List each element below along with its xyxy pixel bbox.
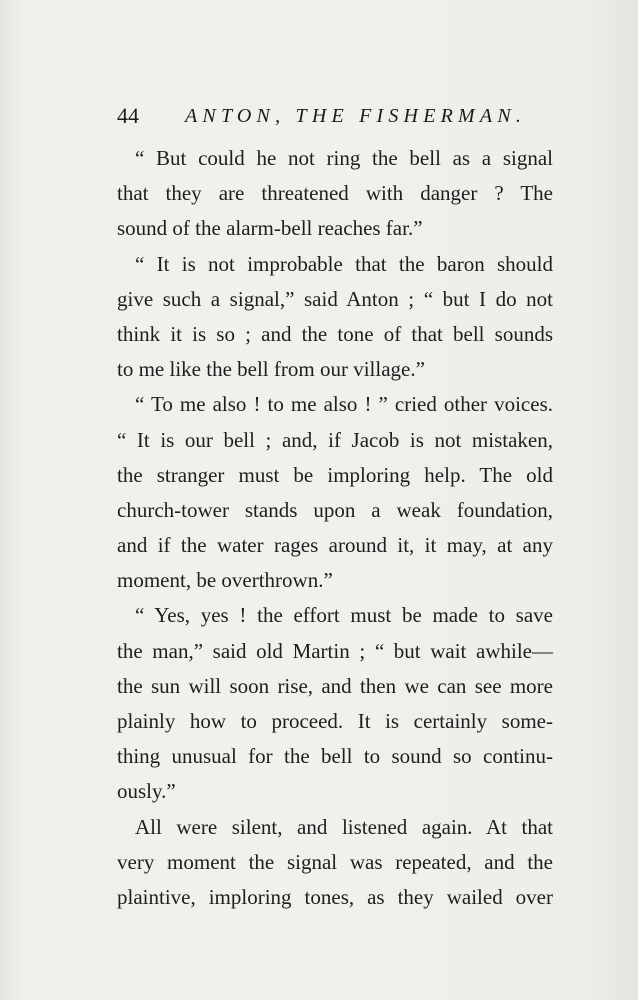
text-line: give such a signal,” said Anton ; “ but I do not [117, 286, 553, 311]
body-text [117, 141, 553, 915]
text-line: think it is so ; and the tone of that bell sounds [117, 321, 553, 346]
text-line: the stranger must be imploring help. The old [117, 462, 553, 487]
running-title: ANTON, THE FISHERMAN. [185, 105, 527, 127]
text-line: very moment the signal was repeated, and the [117, 849, 553, 874]
text-line: ously.” [117, 779, 176, 804]
text-line: the sun will soon rise, and then we can see more [117, 673, 553, 698]
text-line: church-tower stands upon a weak foundation, [117, 497, 553, 522]
text-line: “ To me also ! to me also ! ” cried other voices. [135, 392, 553, 417]
text-line: the man,” said old Martin ; “ but wait awhile— [117, 638, 553, 663]
text-line: “ It is not improbable that the baron should [135, 251, 553, 276]
text-line: moment, be overthrown.” [117, 568, 333, 593]
text-line: plainly how to proceed. It is certainly some- [117, 709, 553, 733]
text-line: “ Yes, yes ! the effort must be made to save [135, 603, 553, 628]
text-line: “ It is our bell ; and, if Jacob is not mistaken, [117, 427, 553, 452]
text-line: sound of the alarm-bell reaches far.” [117, 216, 423, 241]
text-line: that they are threatened with danger ? The [117, 181, 553, 206]
text-line: to me like the bell from our village.” [117, 357, 425, 382]
text-line: and if the water rages around it, it may, at any [117, 533, 553, 558]
text-line: “ But could he not ring the bell as a signal [135, 146, 553, 170]
page-number: 44 [117, 103, 139, 128]
page-header [117, 101, 557, 131]
text-line: thing unusual for the bell to sound so continu- [117, 744, 553, 769]
text-line: plaintive, imploring tones, as they wailed over [117, 884, 553, 909]
text-line: All were silent, and listened again. At that [135, 814, 553, 839]
